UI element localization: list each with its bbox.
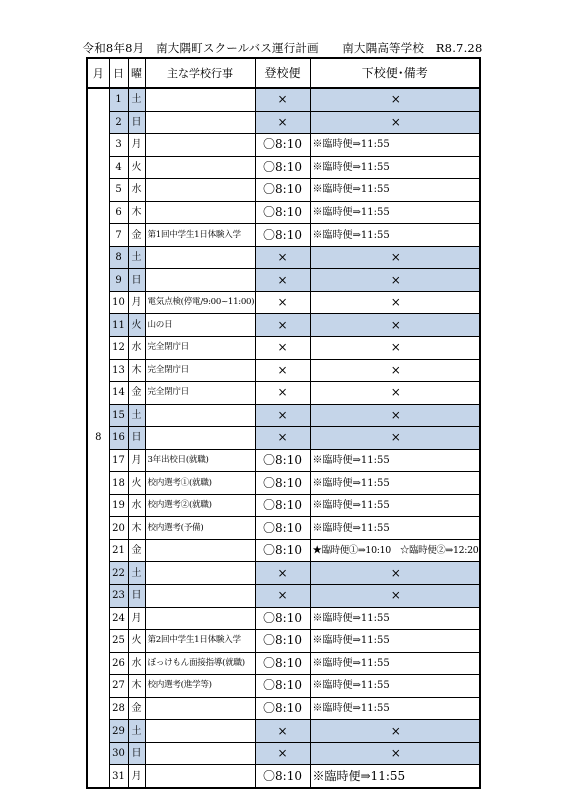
day-cell: 2 xyxy=(109,111,128,134)
return-cell: ※臨時便⇒11:55 xyxy=(310,675,480,698)
return-cell: × xyxy=(310,337,480,360)
day-cell: 24 xyxy=(109,607,128,630)
weekday-cell: 月 xyxy=(128,134,145,157)
table-row xyxy=(87,88,480,111)
return-cell: ※臨時便⇒11:55 xyxy=(310,697,480,720)
return-cell: ※臨時便⇒11:55 xyxy=(310,517,480,540)
outbound-cell: 〇8:10 xyxy=(255,630,310,653)
outbound-cell: 〇8:10 xyxy=(255,652,310,675)
table-row xyxy=(87,449,480,472)
schedule-body xyxy=(87,88,480,788)
table-row xyxy=(87,291,480,314)
outbound-cell: 〇8:10 xyxy=(255,472,310,495)
event-cell xyxy=(145,269,255,292)
table-row xyxy=(87,472,480,495)
outbound-cell: × xyxy=(255,382,310,405)
day-cell: 10 xyxy=(109,291,128,314)
day-cell: 20 xyxy=(109,517,128,540)
event-cell: ぼっけもん面接指導(就職) xyxy=(145,652,255,675)
event-cell xyxy=(145,201,255,224)
outbound-cell: 〇8:10 xyxy=(255,134,310,157)
outbound-cell: × xyxy=(255,269,310,292)
day-cell: 18 xyxy=(109,472,128,495)
event-cell xyxy=(145,134,255,157)
weekday-cell: 土 xyxy=(128,720,145,743)
event-cell xyxy=(145,742,255,765)
event-cell xyxy=(145,539,255,562)
month-cell: 8 xyxy=(87,88,109,788)
header-day: 日 xyxy=(109,58,128,88)
event-cell: 完全閉庁日 xyxy=(145,382,255,405)
event-cell: 校内選考②(就職) xyxy=(145,494,255,517)
table-row xyxy=(87,427,480,450)
table-row xyxy=(87,494,480,517)
outbound-cell: × xyxy=(255,88,310,111)
table-row xyxy=(87,675,480,698)
day-cell: 19 xyxy=(109,494,128,517)
day-cell: 26 xyxy=(109,652,128,675)
day-cell: 21 xyxy=(109,539,128,562)
return-cell: × xyxy=(310,585,480,608)
return-cell: × xyxy=(310,291,480,314)
weekday-cell: 火 xyxy=(128,156,145,179)
return-cell: × xyxy=(310,246,480,269)
header-return-notes: 下校便･備考 xyxy=(310,58,480,88)
weekday-cell: 水 xyxy=(128,494,145,517)
outbound-cell: 〇8:10 xyxy=(255,697,310,720)
weekday-cell: 月 xyxy=(128,449,145,472)
day-cell: 31 xyxy=(109,765,128,788)
outbound-cell: × xyxy=(255,111,310,134)
event-cell: 電気点検(停電/9:00~11:00) xyxy=(145,291,255,314)
event-cell: 山の日 xyxy=(145,314,255,337)
table-row xyxy=(87,201,480,224)
day-cell: 9 xyxy=(109,269,128,292)
table-row xyxy=(87,697,480,720)
day-cell: 29 xyxy=(109,720,128,743)
outbound-cell: × xyxy=(255,359,310,382)
weekday-cell: 日 xyxy=(128,111,145,134)
return-cell: × xyxy=(310,742,480,765)
outbound-cell: 〇8:10 xyxy=(255,224,310,247)
table-row xyxy=(87,720,480,743)
outbound-cell: × xyxy=(255,246,310,269)
outbound-cell: 〇8:10 xyxy=(255,517,310,540)
outbound-cell: 〇8:10 xyxy=(255,765,310,788)
outbound-cell: × xyxy=(255,427,310,450)
day-cell: 4 xyxy=(109,156,128,179)
weekday-cell: 土 xyxy=(128,88,145,111)
event-cell: 3年出校日(就職) xyxy=(145,449,255,472)
header-dow: 曜 xyxy=(128,58,145,88)
return-cell: ※臨時便⇒11:55 xyxy=(310,224,480,247)
table-row xyxy=(87,607,480,630)
day-cell: 16 xyxy=(109,427,128,450)
outbound-cell: × xyxy=(255,585,310,608)
weekday-cell: 月 xyxy=(128,607,145,630)
return-cell: × xyxy=(310,88,480,111)
weekday-cell: 木 xyxy=(128,675,145,698)
outbound-cell: 〇8:10 xyxy=(255,449,310,472)
event-cell: 完全閉庁日 xyxy=(145,359,255,382)
table-row xyxy=(87,224,480,247)
return-cell: ※臨時便⇒11:55 xyxy=(310,156,480,179)
weekday-cell: 月 xyxy=(128,291,145,314)
return-cell: ※臨時便⇒11:55 xyxy=(310,134,480,157)
return-cell: × xyxy=(310,404,480,427)
weekday-cell: 土 xyxy=(128,246,145,269)
weekday-cell: 木 xyxy=(128,517,145,540)
table-row xyxy=(87,314,480,337)
day-cell: 3 xyxy=(109,134,128,157)
weekday-cell: 金 xyxy=(128,539,145,562)
return-cell: ※臨時便⇒11:55 xyxy=(310,179,480,202)
table-row xyxy=(87,246,480,269)
return-cell: × xyxy=(310,562,480,585)
event-cell xyxy=(145,246,255,269)
return-cell: ※臨時便⇒11:55 xyxy=(310,449,480,472)
table-row xyxy=(87,156,480,179)
outbound-cell: × xyxy=(255,562,310,585)
weekday-cell: 水 xyxy=(128,179,145,202)
return-cell: × xyxy=(310,720,480,743)
day-cell: 15 xyxy=(109,404,128,427)
return-cell: × xyxy=(310,269,480,292)
weekday-cell: 金 xyxy=(128,224,145,247)
day-cell: 28 xyxy=(109,697,128,720)
return-cell: × xyxy=(310,314,480,337)
return-cell: ※臨時便⇒11:55 xyxy=(310,630,480,653)
event-cell xyxy=(145,88,255,111)
event-cell xyxy=(145,404,255,427)
weekday-cell: 日 xyxy=(128,269,145,292)
event-cell xyxy=(145,720,255,743)
table-row xyxy=(87,111,480,134)
return-cell: ★臨時便①⇒10:10 ☆臨時便②⇒12:20 xyxy=(310,539,480,562)
outbound-cell: 〇8:10 xyxy=(255,156,310,179)
weekday-cell: 土 xyxy=(128,562,145,585)
header-month: 月 xyxy=(87,58,109,88)
weekday-cell: 火 xyxy=(128,314,145,337)
weekday-cell: 金 xyxy=(128,382,145,405)
event-cell xyxy=(145,765,255,788)
event-cell xyxy=(145,427,255,450)
table-row xyxy=(87,382,480,405)
table-row xyxy=(87,269,480,292)
weekday-cell: 火 xyxy=(128,472,145,495)
weekday-cell: 木 xyxy=(128,201,145,224)
outbound-cell: 〇8:10 xyxy=(255,675,310,698)
event-cell: 完全閉庁日 xyxy=(145,337,255,360)
table-row xyxy=(87,585,480,608)
table-row xyxy=(87,134,480,157)
weekday-cell: 日 xyxy=(128,427,145,450)
event-cell xyxy=(145,697,255,720)
return-cell: ※臨時便⇒11:55 xyxy=(310,494,480,517)
event-cell: 第2回中学生1日体験入学 xyxy=(145,630,255,653)
weekday-cell: 土 xyxy=(128,404,145,427)
weekday-cell: 木 xyxy=(128,359,145,382)
event-cell xyxy=(145,585,255,608)
return-cell: ※臨時便⇒11:55 xyxy=(310,607,480,630)
table-row xyxy=(87,337,480,360)
day-cell: 7 xyxy=(109,224,128,247)
table-row xyxy=(87,517,480,540)
table-row xyxy=(87,630,480,653)
day-cell: 12 xyxy=(109,337,128,360)
day-cell: 6 xyxy=(109,201,128,224)
event-cell xyxy=(145,562,255,585)
weekday-cell: 月 xyxy=(128,765,145,788)
day-cell: 5 xyxy=(109,179,128,202)
day-cell: 17 xyxy=(109,449,128,472)
return-cell: ※臨時便⇒11:55 xyxy=(310,472,480,495)
event-cell: 第1回中学生1日体験入学 xyxy=(145,224,255,247)
table-row xyxy=(87,404,480,427)
table-row xyxy=(87,539,480,562)
event-cell xyxy=(145,179,255,202)
outbound-cell: × xyxy=(255,314,310,337)
outbound-cell: × xyxy=(255,291,310,314)
return-cell: ※臨時便⇒11:55 xyxy=(310,652,480,675)
table-row xyxy=(87,765,480,788)
outbound-cell: × xyxy=(255,742,310,765)
return-cell: ※臨時便⇒11:55 xyxy=(310,765,480,788)
day-cell: 14 xyxy=(109,382,128,405)
outbound-cell: 〇8:10 xyxy=(255,607,310,630)
outbound-cell: × xyxy=(255,337,310,360)
weekday-cell: 金 xyxy=(128,697,145,720)
day-cell: 23 xyxy=(109,585,128,608)
day-cell: 11 xyxy=(109,314,128,337)
event-cell xyxy=(145,111,255,134)
return-cell: × xyxy=(310,359,480,382)
table-row xyxy=(87,562,480,585)
weekday-cell: 水 xyxy=(128,337,145,360)
event-cell: 校内選考(進学等) xyxy=(145,675,255,698)
bus-schedule-table xyxy=(86,57,481,789)
return-cell: ※臨時便⇒11:55 xyxy=(310,201,480,224)
day-cell: 30 xyxy=(109,742,128,765)
day-cell: 25 xyxy=(109,630,128,653)
weekday-cell: 火 xyxy=(128,630,145,653)
event-cell xyxy=(145,607,255,630)
header-outbound: 登校便 xyxy=(255,58,310,88)
header-event: 主な学校行事 xyxy=(145,58,255,88)
outbound-cell: 〇8:10 xyxy=(255,494,310,517)
outbound-cell: 〇8:10 xyxy=(255,179,310,202)
table-row xyxy=(87,359,480,382)
outbound-cell: × xyxy=(255,720,310,743)
weekday-cell: 日 xyxy=(128,585,145,608)
outbound-cell: × xyxy=(255,404,310,427)
header-row xyxy=(87,58,480,88)
return-cell: × xyxy=(310,111,480,134)
day-cell: 8 xyxy=(109,246,128,269)
day-cell: 1 xyxy=(109,88,128,111)
table-row xyxy=(87,742,480,765)
outbound-cell: 〇8:10 xyxy=(255,539,310,562)
day-cell: 27 xyxy=(109,675,128,698)
weekday-cell: 水 xyxy=(128,652,145,675)
day-cell: 22 xyxy=(109,562,128,585)
outbound-cell: 〇8:10 xyxy=(255,201,310,224)
table-row xyxy=(87,652,480,675)
return-cell: × xyxy=(310,382,480,405)
weekday-cell: 日 xyxy=(128,742,145,765)
event-cell xyxy=(145,156,255,179)
event-cell: 校内選考①(就職) xyxy=(145,472,255,495)
day-cell: 13 xyxy=(109,359,128,382)
event-cell: 校内選考(予備) xyxy=(145,517,255,540)
table-row xyxy=(87,179,480,202)
return-cell: × xyxy=(310,427,480,450)
document-title: 令和8年8月 南大隅町スクールバス運行計画 南大隅高等学校 R8.7.28 xyxy=(82,41,483,55)
